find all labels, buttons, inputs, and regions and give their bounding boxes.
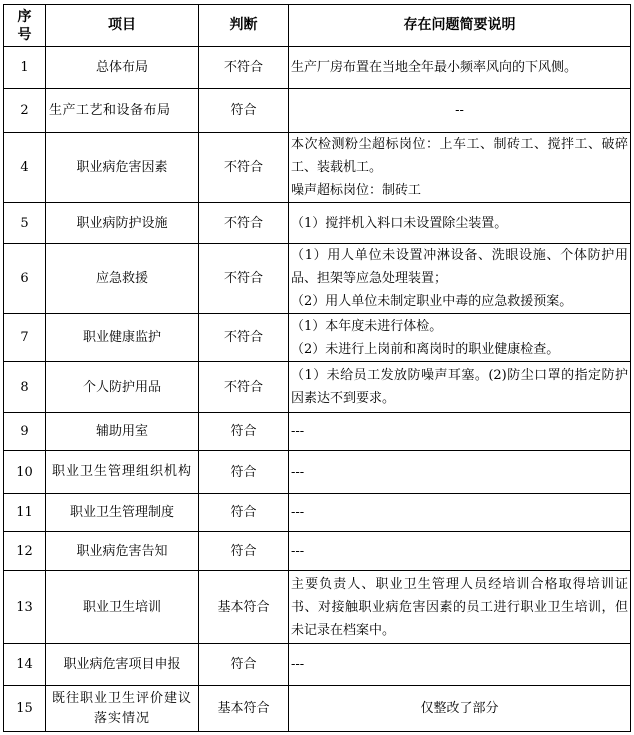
description-line: （1）用人单位未设置冲淋设备、洗眼设施、个体防护用品、担架等应急处理装置； bbox=[291, 248, 628, 286]
row-judge: 符合 bbox=[199, 413, 289, 451]
row-number: 5 bbox=[4, 203, 46, 244]
row-item: 生产工艺和设备布局 bbox=[46, 89, 199, 133]
row-number: 13 bbox=[4, 571, 46, 644]
row-item: 职业病危害项目申报 bbox=[46, 644, 199, 686]
table-row bbox=[4, 451, 631, 494]
row-description bbox=[289, 362, 631, 413]
description-line: --- bbox=[291, 464, 305, 480]
row-description bbox=[289, 532, 631, 571]
header-desc: 存在问题简要说明 bbox=[289, 5, 631, 47]
header-item: 项目 bbox=[46, 5, 199, 47]
row-judge: 符合 bbox=[199, 89, 289, 133]
inspection-table bbox=[3, 4, 631, 732]
description-line: （2）用人单位未制定职业中毒的应急救援预案。 bbox=[291, 294, 573, 309]
row-description bbox=[289, 571, 631, 644]
table-row bbox=[4, 686, 631, 732]
description-line: （2）未进行上岗前和离岗时的职业健康检查。 bbox=[291, 341, 560, 357]
row-description bbox=[289, 314, 631, 362]
table-row bbox=[4, 413, 631, 451]
header-judge: 判断 bbox=[199, 5, 289, 47]
row-judge: 不符合 bbox=[199, 203, 289, 244]
row-number: 4 bbox=[4, 133, 46, 203]
row-item: 总体布局 bbox=[46, 47, 199, 89]
row-description bbox=[289, 494, 631, 532]
row-item: 职业卫生管理组织机构 bbox=[46, 451, 199, 494]
row-number: 2 bbox=[4, 89, 46, 133]
description-line: --- bbox=[291, 543, 305, 559]
row-number: 9 bbox=[4, 413, 46, 451]
description-line: -- bbox=[455, 103, 464, 118]
table-row bbox=[4, 203, 631, 244]
table-header-row bbox=[4, 5, 631, 47]
table-row bbox=[4, 494, 631, 532]
row-number: 12 bbox=[4, 532, 46, 571]
row-item: 辅助用室 bbox=[46, 413, 199, 451]
description-line: （1）本年度未进行体检。 bbox=[291, 318, 443, 334]
row-item: 既往职业卫生评价建议落实情况 bbox=[46, 686, 199, 732]
row-item: 个人防护用品 bbox=[46, 362, 199, 413]
row-judge: 符合 bbox=[199, 532, 289, 571]
row-description bbox=[289, 244, 631, 314]
row-description bbox=[289, 686, 631, 732]
row-judge: 不符合 bbox=[199, 47, 289, 89]
row-description bbox=[289, 203, 631, 244]
row-item: 职业健康监护 bbox=[46, 314, 199, 362]
description-line: （1）搅拌机入料口未设置除尘装置。 bbox=[291, 215, 508, 231]
row-item: 应急救援 bbox=[46, 244, 199, 314]
description-line: --- bbox=[291, 657, 305, 672]
description-line: 主要负责人、职业卫生管理人员经培训合格取得培训证书、对接触职业病危害因素的员工进行职业卫生培训，但未记录在档案中。 bbox=[291, 576, 628, 638]
description-line: --- bbox=[291, 424, 305, 439]
table-row bbox=[4, 644, 631, 686]
description-line: 本次检测粉尘超标岗位：上车工、制砖工、搅拌工、破碎工、装载机工。 bbox=[291, 137, 628, 175]
row-judge: 基本符合 bbox=[199, 571, 289, 644]
row-description bbox=[289, 413, 631, 451]
row-number: 10 bbox=[4, 451, 46, 494]
header-no: 序号 bbox=[4, 5, 46, 47]
row-judge: 符合 bbox=[199, 451, 289, 494]
row-judge: 不符合 bbox=[199, 314, 289, 362]
row-judge: 符合 bbox=[199, 494, 289, 532]
description-line: 噪声超标岗位：制砖工 bbox=[291, 183, 422, 198]
row-item: 职业卫生管理制度 bbox=[46, 494, 199, 532]
row-number: 11 bbox=[4, 494, 46, 532]
row-judge: 不符合 bbox=[199, 133, 289, 203]
row-number: 6 bbox=[4, 244, 46, 314]
row-item: 职业病危害因素 bbox=[46, 133, 199, 203]
row-number: 7 bbox=[4, 314, 46, 362]
row-description bbox=[289, 89, 631, 133]
row-item: 职业病防护设施 bbox=[46, 203, 199, 244]
description-line: （1）未给员工发放防噪声耳塞。(2)防尘口罩的指定防护因素达不到要求。 bbox=[291, 368, 628, 406]
description-line: 仅整改了部分 bbox=[420, 701, 499, 716]
table-row bbox=[4, 362, 631, 413]
row-number: 1 bbox=[4, 47, 46, 89]
row-description bbox=[289, 644, 631, 686]
table-row bbox=[4, 314, 631, 362]
table-row bbox=[4, 89, 631, 133]
row-number: 8 bbox=[4, 362, 46, 413]
row-description bbox=[289, 47, 631, 89]
row-description bbox=[289, 133, 631, 203]
row-judge: 符合 bbox=[199, 644, 289, 686]
table-row bbox=[4, 571, 631, 644]
row-judge: 不符合 bbox=[199, 362, 289, 413]
table-row bbox=[4, 244, 631, 314]
row-item: 职业病危害告知 bbox=[46, 532, 199, 571]
row-number: 15 bbox=[4, 686, 46, 732]
description-line: --- bbox=[291, 505, 305, 520]
table-row bbox=[4, 532, 631, 571]
table-row bbox=[4, 133, 631, 203]
row-number: 14 bbox=[4, 644, 46, 686]
table-row bbox=[4, 47, 631, 89]
description-line: 生产厂房布置在当地全年最小频率风向的下风侧。 bbox=[291, 60, 578, 75]
row-description bbox=[289, 451, 631, 494]
row-item: 职业卫生培训 bbox=[46, 571, 199, 644]
row-judge: 基本符合 bbox=[199, 686, 289, 732]
row-judge: 不符合 bbox=[199, 244, 289, 314]
